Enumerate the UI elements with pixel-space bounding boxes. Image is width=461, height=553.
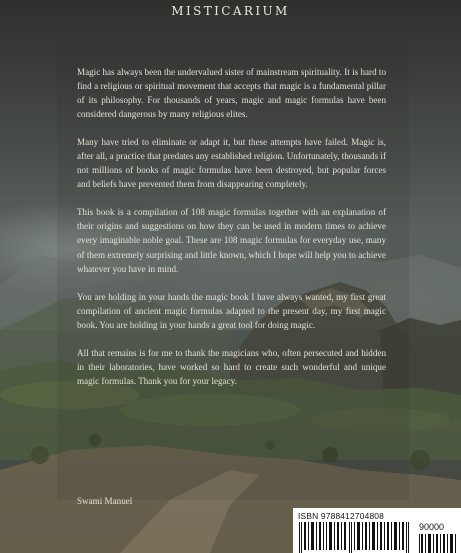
price-barcode: [419, 534, 457, 553]
blurb-paragraph-2: Many have tried to eliminate or adapt it, but these attempts have failed. Magic is, after all, a practice that predates any established religion. Unfortunately, thousands if not millions of books of magic formulas have been destroyed, but popular forces and beliefs have prevented them from disappearing completely.: [77, 137, 386, 190]
blurb-text: [77, 65, 386, 402]
isbn-text: ISBN 9788412704808: [298, 511, 385, 521]
isbn-barcode-label: [293, 508, 461, 553]
isbn-barcode: [297, 522, 413, 553]
blurb-paragraph-5: All that remains is for me to thank the magicians who, often persecuted and hidden in their laboratories, have worked so hard to create such wonderful and unique magic formulas. Thank you for your legacy.: [77, 347, 386, 386]
brand-title: MISTICARIUM: [171, 4, 290, 18]
blurb-paragraph-3: This book is a compilation of 108 magic formulas together with an explanation of their origins and suggestions on how they can be used in modern times to achieve every imaginable noble goal. These are 108 magic formulas for everyday use, many of them extremely surprising and little known, which I hope will help you to achieve whatever you have in mind.: [77, 207, 386, 274]
blurb-paragraph-1: Magic has always been the undervalued sister of mainstream spirituality. It is hard to find a religious or spiritual movement that accepts that magic is a fundamental pillar of its philosophy. For thousands of years, magic and magic formulas have been considered dangerous by many religious elites.: [77, 67, 386, 120]
author-signature: Swami Manuel: [77, 496, 133, 506]
price-code: 90000: [419, 522, 445, 532]
blurb-paragraph-4: You are holding in your hands the magic book I have always wanted, my first great compilation of ancient magic formulas adapted to the present day, my first magic book. You are holding in your hands a great tool for doing magic.: [77, 291, 386, 330]
